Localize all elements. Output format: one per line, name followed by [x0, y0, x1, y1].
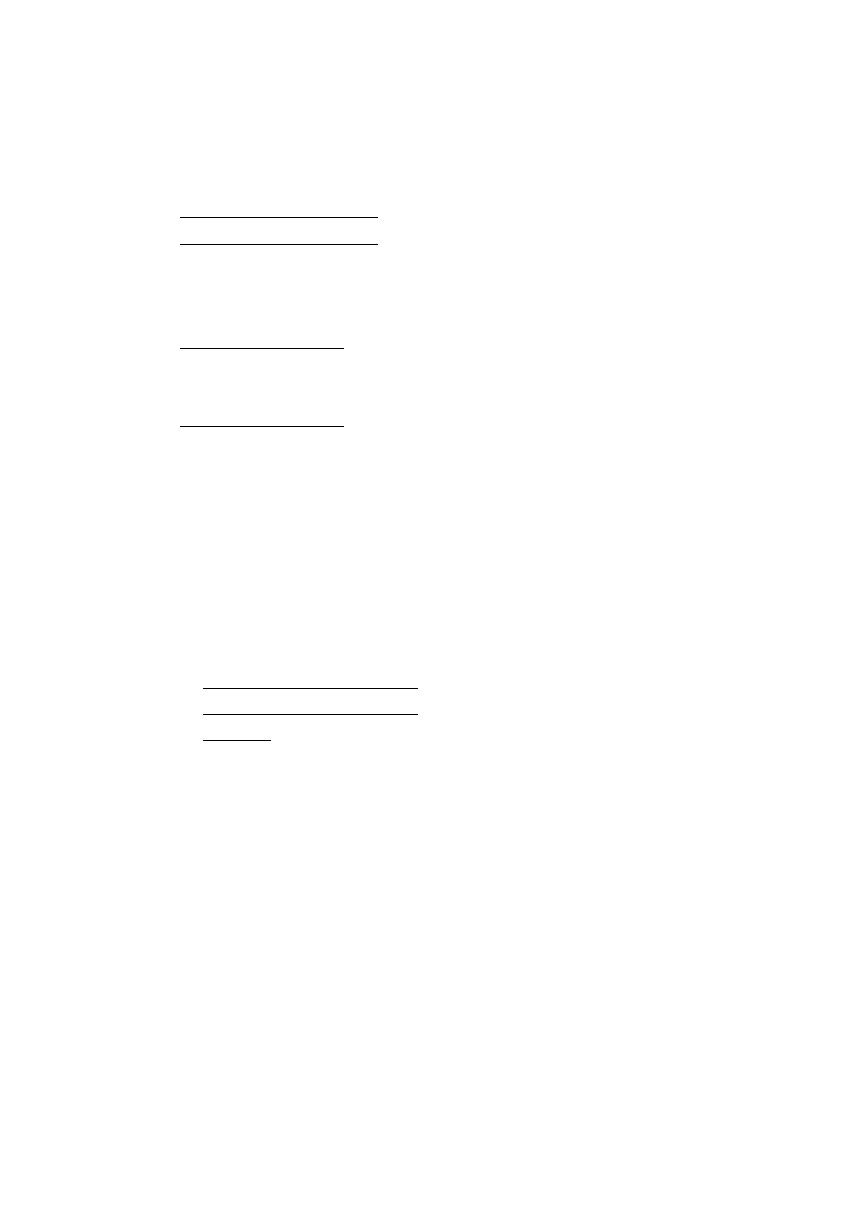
q11-add-answer-line[interactable]	[180, 217, 378, 218]
s3-q2-answer-line-3[interactable]	[203, 740, 271, 741]
q11-mul-answer-line[interactable]	[180, 244, 378, 245]
s3-q2-answer-line-2[interactable]	[203, 714, 418, 715]
q12-mul-answer-line[interactable]	[180, 426, 344, 427]
q12-add-answer-line[interactable]	[180, 348, 344, 349]
s3-q2-answer-line-1[interactable]	[203, 688, 418, 689]
